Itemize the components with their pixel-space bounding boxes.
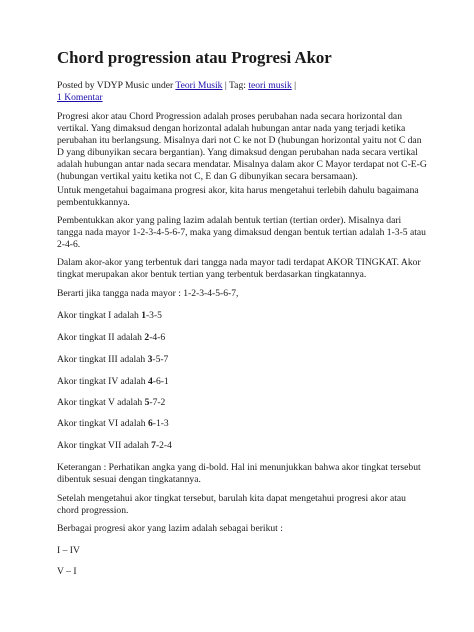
akor-tingkat-prefix: Akor tingkat IV adalah [57,376,148,387]
akor-tingkat-root: 3 [147,354,153,365]
category-link[interactable]: Teori Musik [175,80,223,91]
akor-tingkat-line [57,310,428,322]
akor-tingkat-line [57,418,428,430]
setelah-paragraph: Setelah mengetahui akor tingkat tersebut, barulah kita dapat mengetahui progresi akor atau chord progression. [57,493,406,517]
akor-tingkat-prefix: Akor tingkat V adalah [57,397,145,408]
paragraph-akor-tingkat: Dalam akor-akor yang terbentuk dari tangga nada mayor tadi terdapat AKOR TINGKAT. Akor tingkat merupakan akor bentuk tertian yang terbentuk berdasarkan tingkatannya. [57,257,421,281]
akor-tingkat-line [57,332,428,344]
akor-tingkat-prefix: Akor tingkat I adalah [57,310,142,321]
akor-tingkat-root: 2 [144,332,150,343]
akor-tingkat-prefix: Akor tingkat III adalah [57,354,148,365]
paragraph-tertian: Pembentukkan akor yang paling lazim adalah bentuk tertian (tertian order). Misalnya dari tangga nada mayor 1-2-3-4-5-6-7, maka yang dimaksud dengan bentuk tertian adalah 1-3-5 atau 2-4-6. [57,215,426,251]
akor-tingkat-prefix: Akor tingkat VI adalah [57,418,148,429]
keterangan-paragraph: Keterangan : Perhatikan angka yang di-bold. Hal ini menunjukkan bahwa akor tingkat tersebut dibentuk sesuai dengan tingkatannya. [57,462,421,486]
intro-paragraph: Progresi akor atau Chord Progression adalah proses perubahan nada secara horizontal dan vertikal. Yang dimaksud dengan horizontal adalah hubungan antar nada yang terjadi ketika perubahan itu berlangsung. Misalnya dari not C ke not D (hubungan horizontal yaitu not C dan D yang dibunyikan secara bergantian). Yang dimaksud dengan perubahan nada secara vertikal adalah hubungan antar nada secara mendatar. Misalnya dalam akor C Mayor terdapat not C-E-G (hubungan vertikal yaitu ketika not C, E dan G dibunyikan secara bersamaan). [57,111,427,183]
akor-tingkat-prefix: Akor tingkat II adalah [57,332,145,343]
akor-tingkat-rest: -2-4 [155,440,172,451]
akor-tingkat-rest: -7-2 [149,397,166,408]
akor-tingkat-root: 4 [147,376,153,387]
akor-tingkat-prefix: Akor tingkat VII adalah [57,440,152,451]
comments-link[interactable]: 1 Komentar [57,92,103,104]
paragraph-pembentukan: Untuk mengetahui bagaimana progresi akor, kita harus mengetahui terlebih dahulu bagaimana pembentukkannya. [57,185,419,209]
meta-tail-separator: | [291,80,297,91]
posted-by-text: Posted by VDYP Music under [57,80,176,91]
progression-item: I – IV [57,545,80,556]
akor-tingkat-rest: -3-5 [145,310,162,321]
progression-item: V – I [57,566,77,577]
akor-tingkat-line [57,440,428,452]
akor-tingkat-rest: -4-6 [149,332,166,343]
akor-tingkat-rest: -6-1 [152,376,169,387]
akor-tingkat-rest: -1-3 [152,418,169,429]
akor-tingkat-line [57,376,428,388]
akor-tingkat-root: 1 [141,310,146,321]
akor-tingkat-line [57,354,428,366]
paragraph-tangga-nada: Berarti jika tangga nada mayor : 1-2-3-4-5-6-7, [57,288,239,299]
akor-tingkat-root: 5 [144,397,150,408]
akor-tingkat-root: 7 [151,440,156,451]
akor-tingkat-line [57,397,428,409]
tag-separator: | Tag: [222,80,249,91]
page-title: Chord progression atau Progresi Akor [57,48,332,67]
akor-tingkat-root: 6 [147,418,153,429]
tag-link[interactable]: teori musik [248,80,292,91]
post-meta [57,80,428,104]
akor-tingkat-rest: -5-7 [152,354,169,365]
berbagai-paragraph: Berbagai progresi akor yang lazim adalah sebagai berikut : [57,523,283,534]
